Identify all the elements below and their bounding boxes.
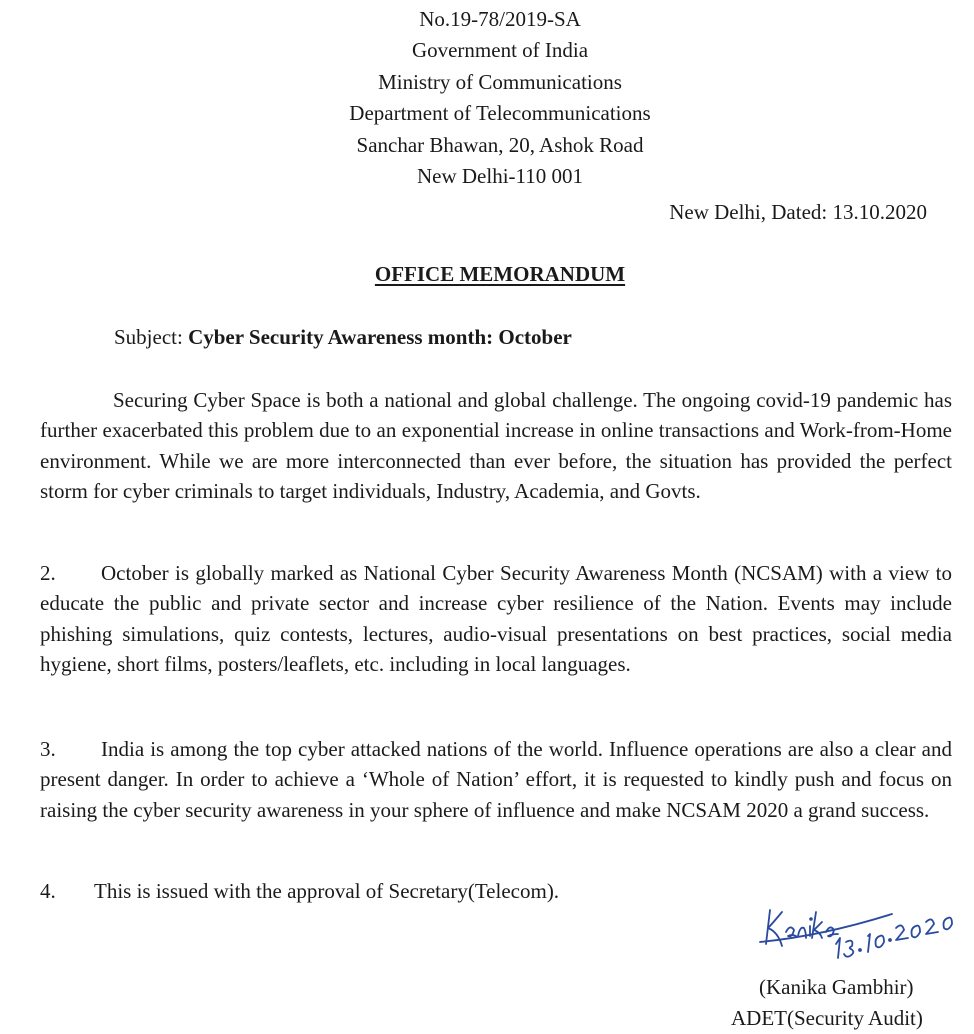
subject-text: Cyber Security Awareness month: October — [188, 325, 572, 349]
paragraph-2-text: October is globally marked as National Cyber Security Awareness Month (NCSAM) with a view to educate the public and private sector and increase cyber resilience of the Nation. Events may include phishing simulations, quiz contests, lectures, audio-visual presentations on best practices, social media hygiene, short films, posters/leaflets, etc. including in local languages. — [40, 561, 952, 677]
subject-line — [114, 322, 572, 353]
city-pin: New Delhi-110 001 — [416, 164, 584, 189]
memo-title — [0, 259, 974, 290]
paragraph-1 — [40, 385, 952, 507]
letterhead — [0, 4, 974, 192]
paragraph-3 — [40, 734, 952, 825]
signatory-designation: ADET(Security Audit) — [731, 1006, 923, 1030]
subject-label: Subject: — [114, 325, 189, 349]
paragraph-3-number: 3. — [40, 737, 56, 761]
paragraph-2-number: 2. — [40, 561, 56, 585]
paragraph-4-text: This is issued with the approval of Secretary(Telecom). — [94, 879, 560, 903]
paragraph-3-text: India is among the top cyber attacked nations of the world. Influence operations are also a clear and present danger. In order to achieve a ‘Whole of Nation’ effort, it is requested to kindly push and focus on raising the cyber security awareness in your sphere of influence and make NCSAM 2020 a grand success. — [40, 737, 952, 822]
paragraph-2 — [40, 558, 952, 680]
date-line: New Delhi, Dated: 13.10.2020 — [669, 200, 927, 224]
department-name: Department of Telecommunications — [349, 101, 651, 126]
reference-number: No.19-78/2019-SA — [419, 7, 581, 31]
paragraph-4-number: 4. — [40, 879, 56, 903]
memo-title-text: OFFICE MEMORANDUM — [374, 262, 626, 286]
handwritten-signature — [752, 892, 962, 964]
ministry-name: Ministry of Communications — [378, 69, 622, 94]
signatory-name: (Kanika Gambhir) — [759, 975, 914, 999]
government-name: Government of India — [411, 38, 589, 63]
address-line: Sanchar Bhawan, 20, Ashok Road — [356, 132, 644, 157]
paragraph-1-text: Securing Cyber Space is both a national and global challenge. The ongoing covid-19 pandemic has further exacerbated this problem due to an exponential increase in online transactions and Work-from-Home environment. While we are more interconnected than ever before, the situation has provided the perfect storm for cyber criminals to target individuals, Industry, Academia, and Govts. — [40, 388, 952, 504]
